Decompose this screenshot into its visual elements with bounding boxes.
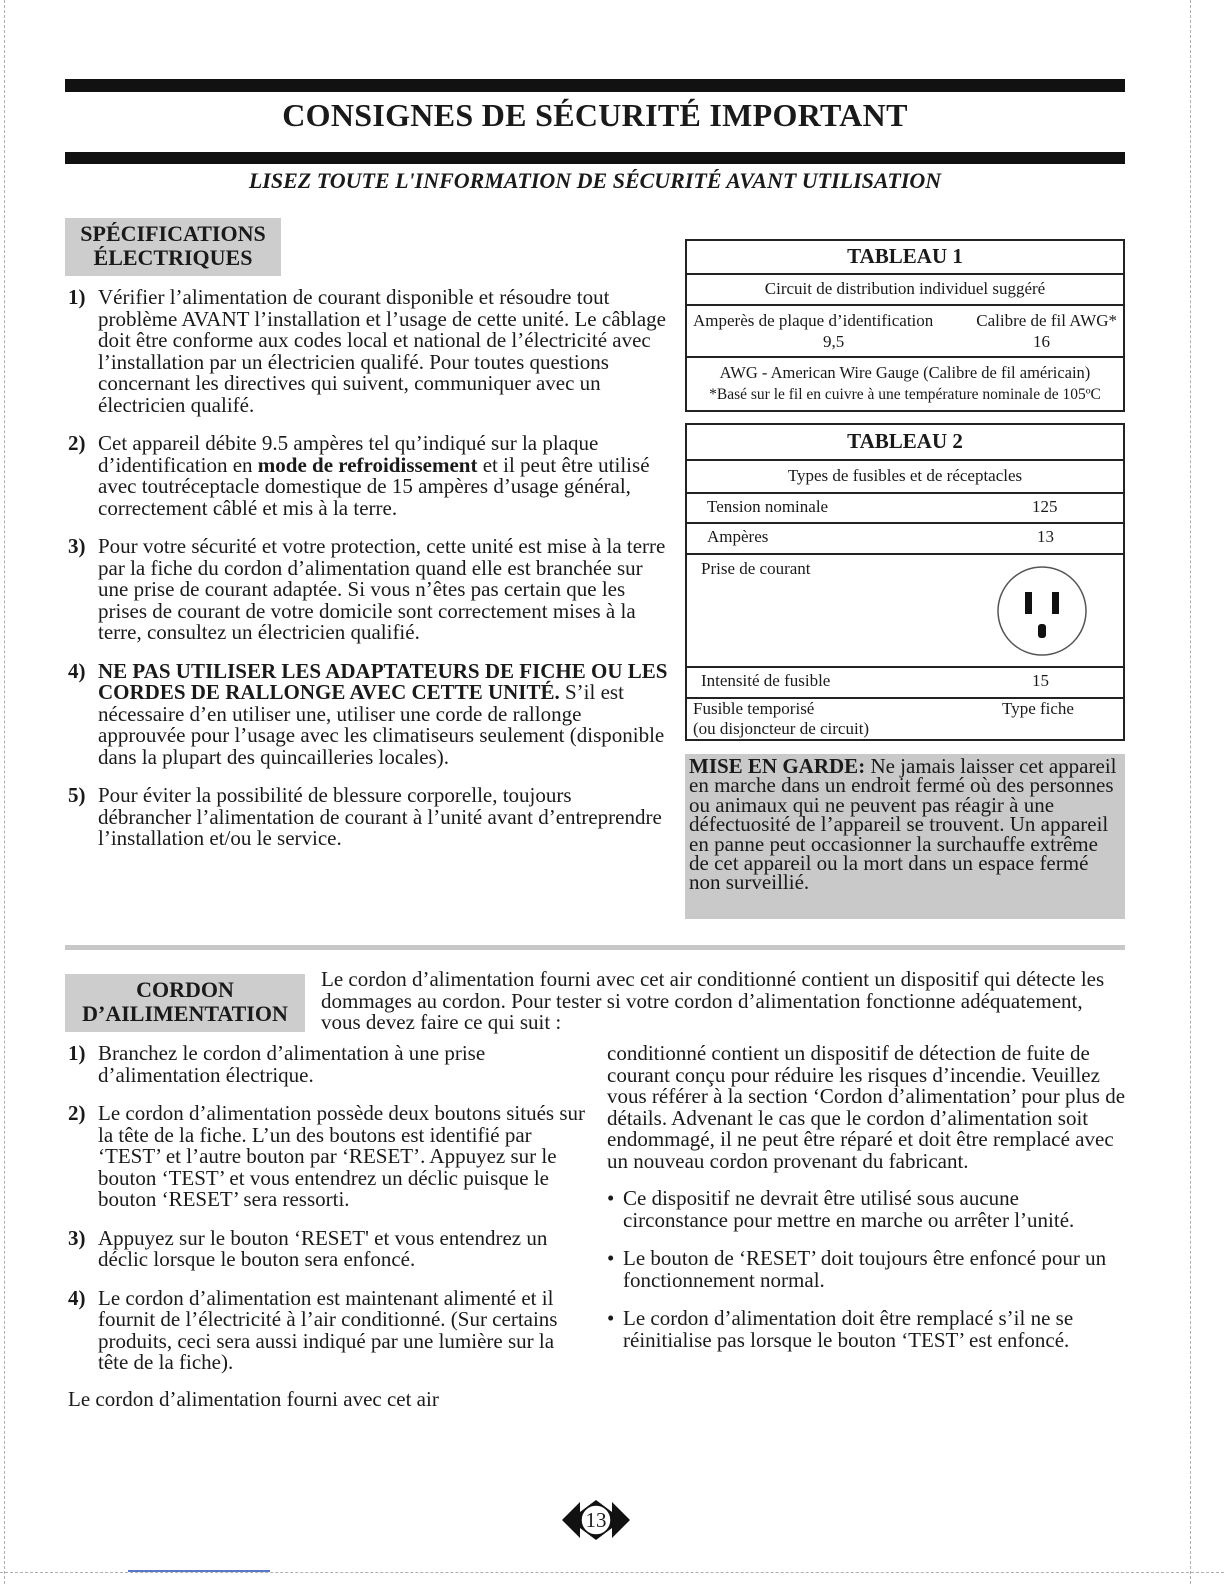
item-number: 4) xyxy=(68,658,86,683)
cord-item-1 xyxy=(68,1043,588,1086)
table-2-caption: Types de fusibles et de réceptacles xyxy=(687,461,1123,494)
cord-heading-line1: CORDON xyxy=(136,977,234,1002)
cord-heading-line2: D’AILIMENTATION xyxy=(82,1001,288,1026)
table-1-col1-head: Amperès de plaque d’identification xyxy=(693,311,934,330)
item-text: Vérifier l’alimentation de courant disponible et résoudre tout problème AVANT l’installation et l’usage de cette unité. Le câblage doit être conforme aux codes local et national de l’électricité avec l’installation par un électricien qualifé. Pour toutes questions concernant les directives qui suivent, communiquer avec un électricien qualifé. xyxy=(98,285,666,417)
page-edge-bottom xyxy=(0,1572,1224,1573)
table-1-notes xyxy=(687,358,1123,410)
page-edge-right xyxy=(1190,0,1191,1584)
table-1-col2-value: 16 xyxy=(1033,332,1050,351)
table-1-note1: AWG - American Wire Gauge (Calibre de fil américain) xyxy=(719,363,1091,382)
electrical-heading-line1: SPÉCIFICATIONS xyxy=(80,221,266,246)
timedelay-value: Type fiche xyxy=(1002,699,1074,718)
page-number: 13 xyxy=(585,1508,607,1532)
item-number: 3) xyxy=(68,1225,86,1250)
item-text: Branchez le cordon d’alimentation à une prise d’alimentation électrique. xyxy=(98,1041,486,1087)
caution-text: Ne jamais laisser cet appareil en marche dans un endroit fermé où des personnes ou animaux qui ne peuvent pas réagir à une défectuosité de l’appareil se trouvent. Un appareil en panne peut occasionner la surchauffe extrême de cet appareil ou la mort dans un espace fermé non surveillié. xyxy=(689,754,1117,895)
item-text: Pour éviter la possibilité de blessure corporelle, toujours débrancher l’alimentation de courant à l’unité avant d’entreprendre l’installation et/ou le service. xyxy=(98,783,662,850)
electrical-item-3 xyxy=(68,536,668,644)
table-1-note2: *Basé sur le fil en cuivre à une température nominale de 105ºC xyxy=(709,386,1101,403)
bullet-dot-icon: • xyxy=(607,1306,615,1330)
table-1-caption: Circuit de distribution individuel suggéré xyxy=(687,275,1123,306)
item-text: Cet appareil débite 9.5 ampères tel qu’indiqué sur la plaque d’identification en xyxy=(98,431,599,477)
item-number: 2) xyxy=(68,1101,86,1125)
cord-heading xyxy=(65,974,305,1032)
voltage-label: Tension nominale xyxy=(707,497,829,516)
item-number: 1) xyxy=(68,1041,86,1065)
cord-item-2 xyxy=(68,1103,588,1211)
cord-list xyxy=(68,1043,588,1410)
timedelay-label-2: (ou disjoncteur de circuit) xyxy=(693,719,870,738)
table-2 xyxy=(685,423,1125,741)
item-text-bold: mode de refroidissement xyxy=(257,452,478,477)
table-1 xyxy=(685,239,1125,412)
cord-continued-text: conditionné contient un dispositif de détection de fuite de courant conçu pour réduire les risques d’incendie. Veuillez vous référer à la section ‘Cordon d’alimentation’ pour plus de détails. Advenant le cas que le cordon d’alimentation soit endommagé, il ne peut être réparé et doit être remplacé avec un nouveau cordon provenant du fabricant. xyxy=(607,1041,1126,1173)
item-text-bold: NE PAS UTILISER LES ADAPTATEURS DE FICHE OU LES CORDES DE RALLONGE AVEC CETTE UNITÉ. xyxy=(98,658,668,704)
caution-box xyxy=(685,754,1125,919)
title-rule xyxy=(65,152,1125,164)
cord-closing-left: Le cordon d’alimentation fourni avec cet air xyxy=(68,1386,439,1411)
item-number: 4) xyxy=(68,1285,86,1310)
table-1-col1-value: 9,5 xyxy=(823,332,845,351)
item-text-continued: S’il est nécessaire d’en utiliser une, utiliser une corde de rallonge approuvée pour l’usage avec les climatiseurs seulement (disponible dans la plupart des quincailleries locales). xyxy=(98,680,665,769)
table-1-title: TABLEAU 1 xyxy=(687,241,1123,275)
electrical-heading xyxy=(65,218,281,276)
fuse-label: Intensité de fusible xyxy=(701,671,831,690)
table-2-row-voltage xyxy=(687,494,1123,524)
item-number: 1) xyxy=(68,285,86,309)
electrical-item-1 xyxy=(68,287,668,416)
item-text: Appuyez sur le bouton ‘RESET' et vous entendrez un déclic lorsque le bouton sera enfoncé. xyxy=(98,1225,548,1271)
bullet-text: Le cordon d’alimentation doit être remplacé s’il ne se réinitialise pas lorsque le bouton ‘TEST’ est enfoncé. xyxy=(623,1306,1074,1352)
item-text-continued: et il peut être utilisé avec toutréceptacle domestique de 15 ampères d’usage général, correctement câblé et mis à la terre. xyxy=(98,452,650,520)
cord-item-3 xyxy=(68,1225,588,1271)
table-2-row-amps xyxy=(687,524,1123,555)
item-text: Le cordon d’alimentation est maintenant alimenté et il fournit de l’électricité à l’air conditionné. (Sur certains produits, ceci sera aussi indiqué par une lumière sur la tête de la fiche). xyxy=(98,1285,558,1374)
cord-intro: Le cordon d’alimentation fourni avec cet air conditionné contient un dispositif qui détecte les dommages au cordon. Pour tester si votre cordon d’alimentation fonctionne adéquatement, vous devez faire ce qui suit : xyxy=(321,967,1105,1034)
cord-item-4 xyxy=(68,1285,588,1374)
page-edge-left xyxy=(4,0,5,1584)
voltage-value: 125 xyxy=(1032,497,1058,516)
page-title: CONSIGNES DE SÉCURITÉ IMPORTANT xyxy=(282,97,908,133)
cord-bullet-1 xyxy=(607,1188,1127,1231)
electrical-heading-line2: ÉLECTRIQUES xyxy=(93,245,253,270)
bullet-text: Le bouton de ‘RESET’ doit toujours être enfoncé pour un fonctionnement normal. xyxy=(623,1246,1107,1292)
table-2-title: TABLEAU 2 xyxy=(687,425,1123,461)
bullet-dot-icon: • xyxy=(607,1186,615,1210)
electrical-item-2 xyxy=(68,433,668,519)
outlet-icon xyxy=(995,564,1089,658)
page-edge-link xyxy=(128,1570,270,1572)
top-rule xyxy=(65,79,1125,92)
item-number: 5) xyxy=(68,783,86,807)
electrical-item-5 xyxy=(68,785,668,850)
amps-value: 13 xyxy=(1037,527,1054,546)
item-text: Pour votre sécurité et votre protection, cette unité est mise à la terre par la fiche du cordon d’alimentation quand elle est branchée sur une prise de courant adaptée. Si vous n’êtes pas certain que les prises de courant de votre domicile sont correctement mises à la terre, consultez un électricien qualifié. xyxy=(98,534,666,644)
fuse-value: 15 xyxy=(1032,671,1049,690)
table-2-row-fuse xyxy=(687,668,1123,699)
electrical-item-4 xyxy=(68,658,668,769)
amps-label: Ampères xyxy=(707,527,769,546)
caution-label: MISE EN GARDE: xyxy=(689,754,866,778)
table-1-col2-head: Calibre de fil AWG* xyxy=(976,311,1117,330)
bullet-dot-icon: • xyxy=(607,1246,615,1270)
cord-bullet-2 xyxy=(607,1248,1127,1291)
page-number-badge xyxy=(560,1496,632,1544)
item-number: 2) xyxy=(68,431,86,455)
electrical-list xyxy=(68,287,668,867)
bullet-text: Ce dispositif ne devrait être utilisé sous aucune circonstance pour mettre en marche ou arrêter l’unité. xyxy=(623,1186,1075,1232)
table-1-data xyxy=(687,306,1123,358)
cord-bullet-3 xyxy=(607,1308,1127,1351)
item-number: 3) xyxy=(68,534,86,558)
table-2-row-outlet xyxy=(687,555,1123,668)
outlet-label: Prise de courant xyxy=(701,559,811,578)
page-subtitle: LISEZ TOUTE L'INFORMATION DE SÉCURITÉ AVANT UTILISATION xyxy=(248,168,942,193)
cord-right-column xyxy=(607,1043,1127,1368)
item-text: Le cordon d’alimentation possède deux boutons situés sur la tête de la fiche. L’un des boutons est identifié par ‘TEST’ et l’autre bouton par ‘RESET’. Appuyez sur le bouton ‘TEST’ et vous entendrez un déclic puisque le bouton ‘RESET’ sera ressorti. xyxy=(98,1101,585,1211)
section-divider xyxy=(65,945,1125,950)
timedelay-label-1: Fusible temporisé xyxy=(693,699,815,718)
table-2-row-timedelay xyxy=(687,699,1123,741)
